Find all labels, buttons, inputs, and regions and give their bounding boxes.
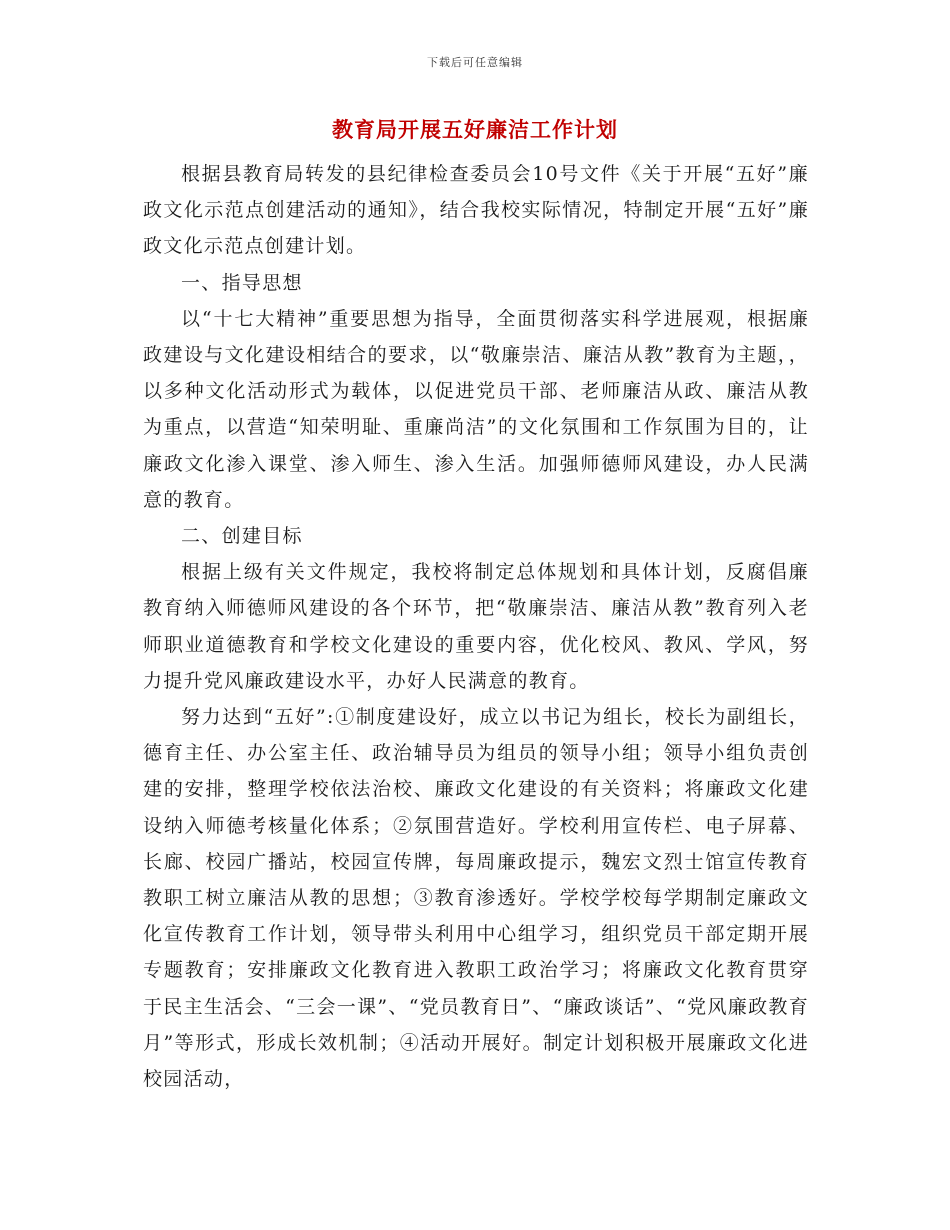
document-body	[143, 156, 809, 1097]
goals-paragraph: 根据上级有关文件规定，我校将制定总体规划和具体计划，反腐倡廉教育纳入师德师风建设的各个环节，把“敬廉崇洁、廉洁从教”教育列入老师职业道德教育和学校文化建设的重要内容，优化校风、教风、学风，努力提升党风廉政建设水平，办好人民满意的教育。	[143, 561, 809, 692]
section-heading-goals: 二、创建目标	[181, 525, 303, 548]
guiding-thought-paragraph: 以“十七大精神”重要思想为指导，全面贯彻落实科学进展观，根据廉政建设与文化建设相结合的要求，以“敬廉崇洁、廉洁从教”教育为主题，，以多种文化活动形式为载体，以促进党员干部、老师廉洁从政、廉洁从教为重点，以营造“知荣明耻、重廉尚洁”的文化氛围和工作氛围为目的，让廉政文化渗入课堂、渗入师生、渗入生活。加强师德师风建设，办人民满意的教育。	[143, 307, 809, 511]
intro-paragraph: 根据县教育局转发的县纪律检查委员会10号文件《关于开展“五好”廉政文化示范点创建活动的通知》，结合我校实际情况，特制定开展“五好”廉政文化示范点创建计划。	[143, 163, 809, 258]
section-heading-guiding-thought: 一、指导思想	[181, 271, 303, 294]
header-note: 下载后可任意编辑	[427, 56, 523, 69]
document-title: 教育局开展五好廉洁工作计划	[332, 117, 618, 142]
five-goods-paragraph: 努力达到“五好”:①制度建设好，成立以书记为组长，校长为副组长，德育主任、办公室主任、政治辅导员为组员的领导小组；领导小组负责创建的安排，整理学校依法治校、廉政文化建设的有关资料；将廉政文化建设纳入师德考核量化体系；②氛围营造好。学校利用宣传栏、电子屏幕、长廊、校园广播站，校园宣传牌，每周廉政提示，魏宏文烈士馆宣传教育教职工树立廉洁从教的思想；③教育渗透好。学校学校每学期制定廉政文化宣传教育工作计划，领导带头利用中心组学习，组织党员干部定期开展专题教育；安排廉政文化教育进入教职工政治学习；将廉政文化教育贯穿于民主生活会、“三会一课”、“党员教育日”、“廉政谈话”、“党风廉政教育月”等形式，形成长效机制；④活动开展好。制定计划积极开展廉政文化进校园活动，	[143, 706, 809, 1091]
